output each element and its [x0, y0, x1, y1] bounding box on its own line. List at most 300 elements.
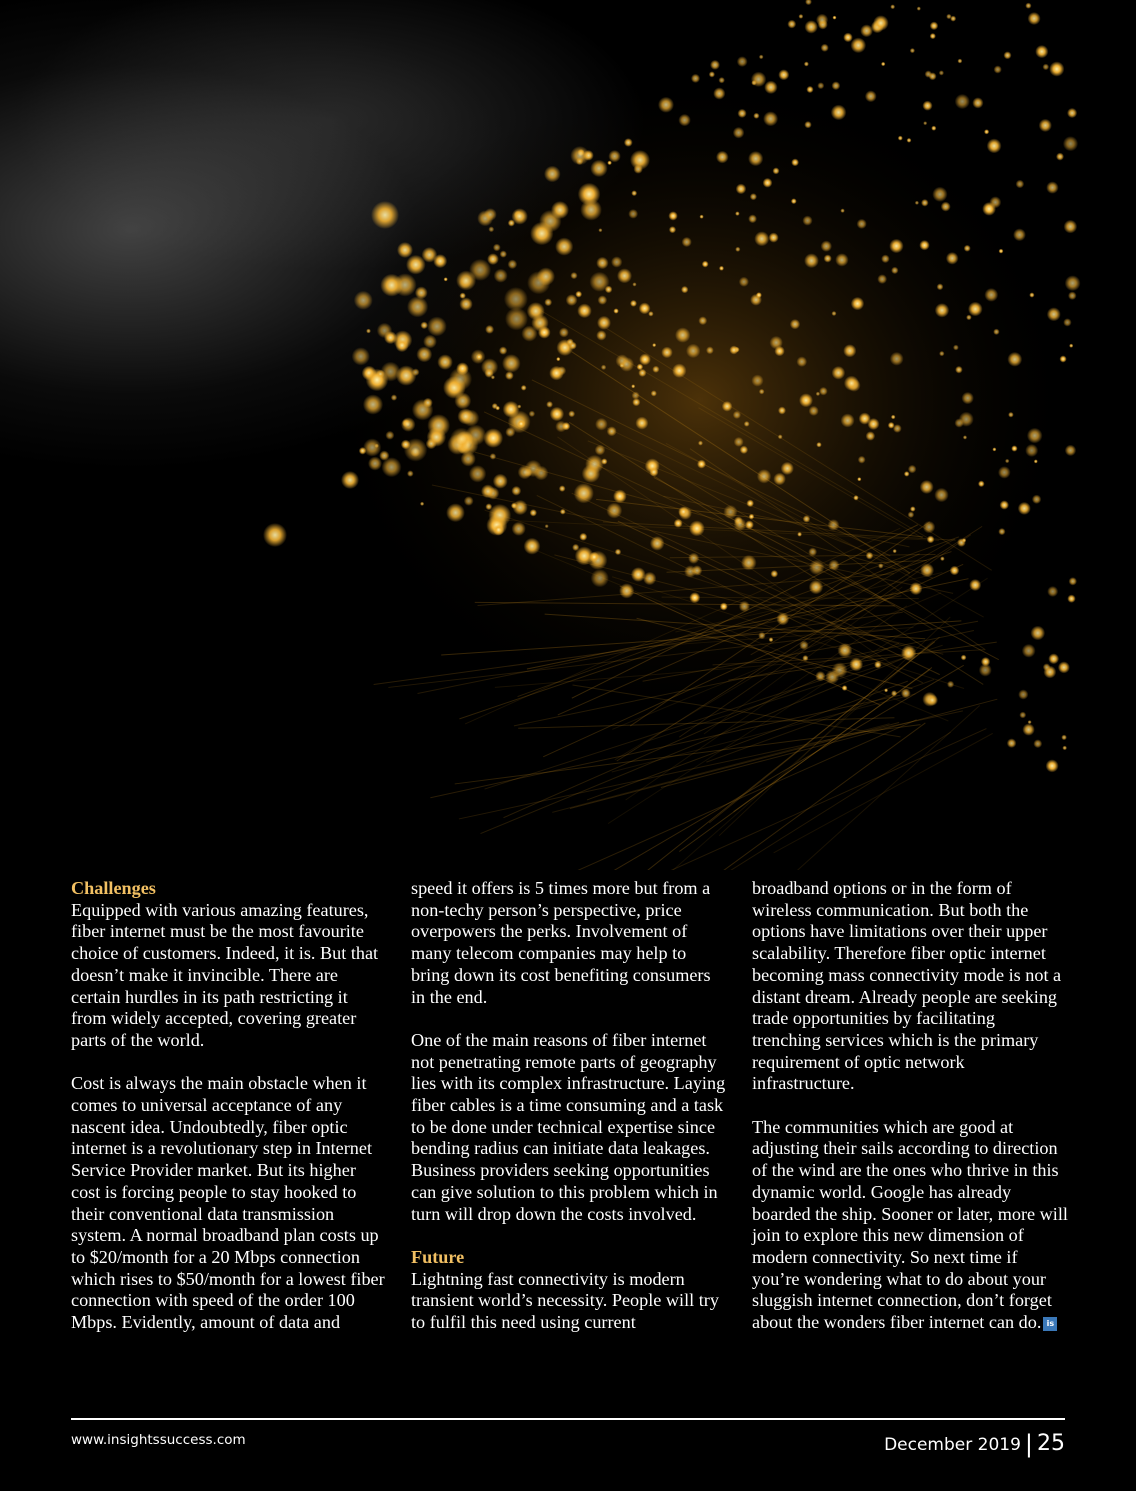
fiber-tip [420, 502, 424, 506]
fiber-tip [739, 277, 749, 287]
fiber-tip [901, 645, 916, 660]
issue-date: December 2019 [884, 1435, 1021, 1455]
fiber-tip [1039, 119, 1052, 132]
fiber-tip [915, 201, 919, 205]
fiber-tip [517, 419, 526, 428]
fiber-tip [931, 126, 936, 131]
fiber-tip [1013, 228, 1026, 241]
fiber-tip [393, 273, 416, 296]
fiber-tip [632, 398, 640, 406]
fiber-tip [420, 322, 428, 330]
fiber-tip [407, 470, 414, 477]
fiber-tip [615, 549, 621, 555]
fiber-tip [368, 457, 382, 471]
fiber-tip [476, 354, 483, 361]
fiber-tip [500, 250, 507, 257]
fiber-tip [427, 414, 450, 437]
paragraph: broadband options or in the form of wireless communication. But both the options have limitations over their upper scalability. Therefore fiber optic internet becoming mass connectivity mode is not a distant dream. Already people are seeking trade opportunities by facilitating trenching services which is the primary requirement of optic network infrastructure. [752, 878, 1062, 1094]
fiber-tip [961, 655, 967, 661]
fiber-tip [773, 167, 780, 174]
fiber-tip [638, 369, 646, 377]
fiber-tip [686, 344, 700, 358]
fiber-tip [958, 59, 963, 64]
fiber-tip [969, 579, 981, 591]
fiber-tip [821, 44, 829, 52]
fiber-tip [494, 269, 508, 283]
fiber-tip [805, 0, 812, 5]
fiber-tip [710, 60, 720, 70]
fiber-tip [590, 160, 607, 177]
fiber-tip [802, 216, 812, 226]
fiber-tip [941, 202, 951, 212]
fiber-tip [1025, 444, 1038, 457]
fiber-tip [376, 370, 385, 379]
section-heading-future: Future [411, 1246, 465, 1267]
fiber-tip [877, 274, 887, 284]
fiber-tip [1067, 595, 1075, 603]
footer-separator: | [1024, 1430, 1033, 1458]
fiber-tip [799, 393, 813, 407]
fiber-tip [720, 603, 728, 611]
fiber-tip [1018, 689, 1028, 699]
fiber-tip [804, 62, 809, 67]
fiber-tip [817, 82, 824, 89]
fiber-tip [423, 398, 433, 408]
fiber-tip [407, 296, 428, 317]
fiber-tip [423, 335, 437, 349]
fiber-tip [607, 426, 617, 436]
fiber-tip [698, 316, 707, 325]
fiber-tip [831, 105, 847, 121]
fiber-tip [873, 15, 889, 31]
fiber-tip [832, 311, 837, 316]
fiber-tip [751, 375, 763, 387]
fiber-tip [866, 552, 874, 560]
fiber-tip [1064, 220, 1078, 234]
fiber-tip [484, 208, 497, 221]
fiber-tip [937, 283, 944, 290]
paragraph: Equipped with various amazing features, fiber internet must be the most favourite choice of customers. Indeed, it is. But that doesn’t make it invincible. There are certain hurdles in its path restricting it from widely accepted, covering greater parts of the world. [71, 899, 379, 1050]
fiber-tip [1022, 644, 1036, 658]
fiber-tip [611, 256, 622, 267]
fiber-tip [791, 159, 799, 167]
fiber-tip [802, 655, 808, 661]
fiber-tip [617, 268, 632, 283]
fiber-tip [674, 519, 683, 528]
fiber-tip [702, 261, 709, 268]
fiber-tip [843, 33, 853, 43]
fiber-tip [1049, 61, 1064, 76]
fiber-tip [815, 671, 825, 681]
fiber-tip [352, 347, 370, 365]
page-number: 25 [1037, 1431, 1065, 1456]
fiber-tip [661, 347, 673, 359]
fiber-tip [884, 688, 888, 692]
fiber-tip [652, 366, 659, 373]
fiber-tip [824, 254, 832, 262]
fiber-tip [962, 392, 974, 404]
fiber-tip [560, 509, 566, 515]
fiber-tip [518, 465, 532, 479]
fiber-tip [460, 293, 466, 299]
fiber-tip [890, 4, 895, 9]
fiber-tip [1004, 51, 1012, 59]
fiber-tip [595, 418, 608, 431]
fiber-tip [597, 316, 611, 330]
fiber-tip [857, 477, 861, 481]
fiber-tip [748, 214, 757, 223]
fiber-tip [890, 352, 904, 366]
fiber-tip [530, 509, 537, 516]
fiber-tip [1018, 502, 1031, 515]
fiber-tip [537, 267, 555, 285]
fiber-tip [1025, 3, 1031, 9]
fiber-tip [757, 469, 771, 483]
fiber-tip [804, 253, 819, 268]
fiber-tip [859, 413, 871, 425]
fiber-tip [957, 538, 966, 547]
fiber-tip [998, 466, 1011, 479]
fiber-tip [1005, 459, 1009, 463]
fiber-tip [828, 519, 840, 531]
fiber-tip [1032, 495, 1041, 504]
footer-page-info [884, 1428, 1065, 1456]
fiber-tip [809, 406, 819, 416]
fiber-tip [751, 72, 766, 87]
fiber-tip [778, 69, 789, 80]
fiber-tip [437, 354, 453, 370]
fiber-tip [601, 365, 606, 370]
fiber-tip [427, 317, 447, 337]
fiber-tip [469, 465, 486, 482]
fiber-tip [688, 553, 699, 564]
fiber-tip [935, 303, 949, 317]
fiber-tip [729, 346, 738, 355]
fiber-tip [828, 560, 839, 571]
fiber-tip [598, 228, 602, 232]
fiber-tip [1000, 500, 1009, 509]
fiber-tip [791, 198, 797, 204]
fiber-tip [904, 471, 910, 477]
fiber-tip [524, 538, 541, 555]
fiber-tip [955, 418, 964, 427]
fiber-tip [1016, 180, 1025, 189]
fiber-tip [874, 661, 882, 669]
fiber-tip [738, 109, 747, 118]
fiber-tip [517, 405, 521, 409]
fiber-tip [851, 297, 864, 310]
fiber-tip [1047, 586, 1058, 597]
fiber-tip [984, 129, 989, 134]
fiber-tip [842, 685, 848, 691]
fiber-tip [698, 441, 703, 446]
fiber-tip [433, 254, 447, 268]
fiber-tip [648, 311, 653, 316]
fiber-tip [608, 150, 620, 162]
fiber-tip [672, 364, 686, 378]
fiber-tip [940, 556, 945, 561]
fiber-tip [678, 506, 689, 517]
fiber-tip [910, 506, 916, 512]
fiber-tip [968, 302, 983, 317]
fiber-tip [512, 208, 528, 224]
fiber-tip [484, 428, 504, 448]
fiber-tip [984, 288, 998, 302]
fiber-tip [484, 369, 493, 378]
fiber-tip [576, 158, 583, 165]
fiber-tip [559, 328, 569, 338]
fiber-tip [499, 346, 507, 354]
fiber-tip [963, 435, 967, 439]
fiber-tip [488, 226, 494, 232]
fiber-tip [493, 474, 508, 489]
fiber-tip [401, 440, 411, 450]
fiber-tip [910, 48, 915, 53]
fiber-tip [934, 488, 948, 502]
fiber-tip [1056, 153, 1064, 161]
fiber-tip [385, 431, 394, 440]
fiber-tip [505, 307, 528, 330]
fiber-tip [549, 366, 564, 381]
paragraph: Lightning fast connectivity is modern transient world’s necessity. People will try to fulfil this need using current [411, 1268, 719, 1333]
fiber-tip [806, 86, 813, 93]
fiber-tip [426, 438, 437, 449]
fiber-tip [893, 549, 897, 553]
fiber-tip [891, 415, 896, 420]
fiber-tip [908, 465, 917, 474]
bokeh-dot [371, 201, 399, 229]
fiber-tip [495, 406, 500, 411]
fiber-tip [982, 202, 996, 216]
fiber-tip [620, 363, 625, 368]
fiber-tip [505, 371, 514, 380]
bokeh-dot [551, 201, 569, 219]
fiber-tip [493, 244, 501, 252]
fiber-tip [601, 458, 607, 464]
fiber-tip [487, 253, 499, 265]
fiber-tip [809, 560, 824, 575]
fiber-tip [844, 376, 859, 391]
fiber-tip [1069, 344, 1073, 348]
fiber-tip [570, 272, 577, 279]
fiber-tip [1028, 12, 1041, 25]
fiber-tip [865, 90, 877, 102]
fiber-tip [628, 209, 638, 219]
fiber-tip [684, 565, 696, 577]
paragraph-text: The communities which are good at adjusting their sails according to direction of the wind are the ones who thrive in this dynamic world. Google has already boarded the ship. Sooner or later, more will join to explore this new dimension of modern connectivity. So next time if you’re wondering what to do about your sluggish internet connection, don’t forget about the wonders fiber internet can do. [752, 1116, 1068, 1333]
fiber-tip [763, 178, 773, 188]
fiber-tip [651, 390, 657, 396]
fiber-tip [853, 495, 858, 500]
fiber-tip [511, 486, 521, 496]
fiber-tip [1043, 64, 1050, 71]
fiber-tip [927, 695, 938, 706]
fiber-tip [748, 151, 763, 166]
fiber-tip [363, 394, 383, 414]
fiber-tip [481, 484, 495, 498]
fiber-strand [504, 720, 916, 870]
fiber-tip [1061, 735, 1067, 741]
fiber-tip [1043, 663, 1051, 671]
fiber-tip [920, 563, 934, 577]
fiber-tip [689, 521, 705, 537]
fiber-tip [1046, 759, 1059, 772]
column-3 [752, 878, 1068, 1355]
fiber-tip [756, 292, 762, 298]
fiber-tip [734, 518, 747, 531]
fiber-tip [606, 503, 622, 519]
fiber-tip [469, 259, 491, 281]
fiber-tip [1069, 577, 1077, 585]
fiber-tip [932, 187, 947, 202]
fiber-tip [709, 71, 715, 77]
fiber-tip [1065, 445, 1076, 456]
fiber-tip [631, 190, 637, 196]
fiber-tip [737, 56, 748, 67]
fiber-tip [595, 445, 606, 456]
fiber-tip [927, 536, 935, 544]
fiber-tip [596, 257, 608, 269]
fiber-tip [919, 240, 929, 250]
fiber-tip [531, 314, 548, 331]
fiber-tip [697, 460, 706, 469]
fiber-tip [939, 70, 944, 75]
fiber-tip [529, 411, 535, 417]
fiber-tip [619, 583, 634, 598]
fiber-tip [744, 421, 750, 427]
fiber-tip [449, 367, 472, 390]
fiber-tip [832, 366, 846, 380]
fiber-tip [769, 637, 774, 642]
fiber-tip [753, 113, 759, 119]
footer-divider [71, 1418, 1065, 1420]
fiber-tip [631, 384, 635, 388]
fiber-tip [446, 503, 465, 522]
fiber-tip [891, 267, 898, 274]
end-of-article-icon: is [1043, 1317, 1057, 1331]
fiber-tip [722, 401, 733, 412]
fiber-tip [819, 387, 828, 396]
fiber-strand [707, 706, 979, 870]
fiber-tip [946, 252, 959, 265]
fiber-tip [504, 287, 528, 311]
fiber-tip [866, 431, 876, 441]
fiber-tip [574, 483, 594, 503]
fiber-tip [485, 503, 492, 510]
fiber-tip [771, 570, 779, 578]
fiber-tip [734, 437, 744, 447]
fiber-tip [396, 365, 416, 385]
fiber-tip [1048, 653, 1059, 664]
fiber-tip [816, 14, 828, 26]
paragraph-final [752, 1117, 1068, 1334]
fiber-tip [907, 138, 912, 143]
fiber-tip [746, 500, 754, 508]
fiber-tip [759, 389, 765, 395]
fiber-tip [598, 295, 608, 305]
bokeh-dot [397, 242, 413, 258]
fiber-tip [632, 282, 636, 286]
fiber-tip [925, 70, 932, 77]
fiber-tip [825, 670, 839, 684]
fiber-tip [888, 422, 895, 429]
fiber-tip [416, 347, 432, 363]
fiber-tip [881, 254, 890, 263]
fiber-tip [955, 94, 970, 109]
fiber-tip [716, 151, 729, 164]
bokeh-dot [341, 471, 359, 489]
fiber-tip [675, 327, 690, 342]
fiber-tip [585, 455, 604, 474]
fiber-tip [797, 356, 808, 367]
fiber-tip [682, 237, 692, 247]
fiber-tip [591, 569, 609, 587]
fiber-tip [840, 209, 844, 213]
fiber-tip [764, 81, 777, 94]
fiber-tip [366, 329, 371, 334]
fiber-tip [1033, 739, 1042, 748]
fiber-tip [816, 442, 821, 447]
fiber-tip [1007, 738, 1017, 748]
fiber-tip [550, 407, 564, 421]
fiber-tip [998, 528, 1005, 535]
footer-url: www.insightssuccess.com [71, 1432, 246, 1448]
fiber-tip [851, 38, 867, 54]
fiber-tip [947, 681, 954, 688]
fiber-tip [1008, 412, 1014, 418]
fiber-tip [921, 199, 929, 207]
fiber-tip [555, 238, 573, 256]
fiber-tip [953, 345, 959, 351]
fiber-tip [624, 138, 633, 147]
bokeh-dot [630, 150, 650, 170]
fiber-tip [1019, 712, 1026, 719]
fiber-tip [981, 657, 990, 666]
fiber-tip [1063, 318, 1071, 326]
fiber-tip [691, 74, 700, 83]
fiber-tip [1022, 723, 1034, 735]
fiber-tip [858, 456, 866, 464]
fiber-tip [669, 226, 676, 233]
fiber-tip [841, 414, 855, 428]
fiber-tip [578, 183, 601, 206]
fiber-tip [1063, 136, 1078, 151]
fiber-tip [972, 97, 983, 108]
fiber-tip [521, 385, 527, 391]
fiber-tip [658, 97, 674, 113]
fiber-tip [650, 536, 665, 551]
fiber-tip [464, 496, 474, 506]
fiber-tip [1011, 445, 1017, 451]
fiber-tip [955, 366, 963, 374]
fiber-tip [613, 308, 618, 313]
fiber-tip [917, 7, 921, 11]
fiber-tip [881, 62, 885, 66]
fiber-tip [739, 601, 750, 612]
fiber-tip [401, 417, 416, 432]
fiber-tip [754, 231, 769, 246]
fiber-tip [909, 582, 922, 595]
fiber-tip [555, 421, 567, 433]
fiber-tip [1034, 459, 1038, 463]
fiber-tip [833, 16, 837, 20]
fiber-tip [994, 65, 1002, 73]
fiber-tip [415, 286, 428, 299]
fiber-tip [556, 357, 560, 361]
fiber-tip [735, 211, 740, 216]
fiber-tip [993, 329, 999, 335]
fiber-tip [635, 417, 648, 430]
